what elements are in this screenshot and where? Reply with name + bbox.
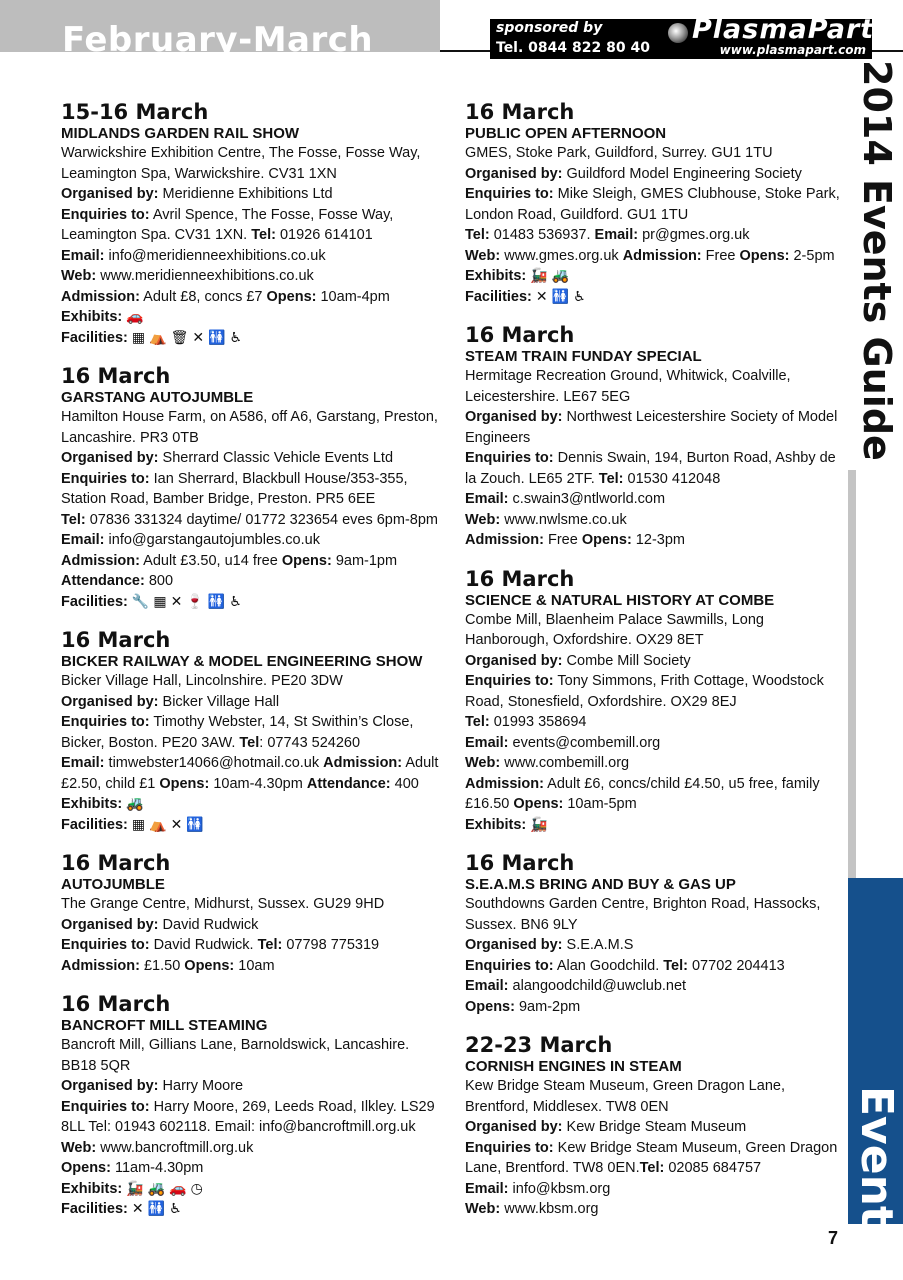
event-name: GARSTANG AUTOJUMBLE bbox=[61, 389, 254, 406]
facilities-label: Facilities: bbox=[61, 329, 128, 346]
exhibits-row bbox=[61, 794, 441, 815]
detail-label: Admission: bbox=[465, 532, 544, 548]
event-details bbox=[61, 1035, 441, 1220]
detail-value: 12-3pm bbox=[631, 532, 685, 548]
detail-value: S.E.A.M.S bbox=[562, 937, 634, 953]
clock-icon: ◷ bbox=[190, 1180, 203, 1197]
detail-label: Email: bbox=[465, 978, 509, 994]
detail-value: 02085 684757 bbox=[664, 1160, 762, 1176]
picnic-icon: ▦ bbox=[131, 329, 146, 346]
detail-label: Web: bbox=[465, 755, 501, 771]
tractor-icon: 🚜 bbox=[147, 1180, 166, 1197]
event-detail-line bbox=[61, 1035, 441, 1076]
detail-label: Email: bbox=[61, 247, 105, 264]
detail-value: 800 bbox=[144, 573, 174, 589]
detail-value: www.meridienneexhibitions.co.uk bbox=[96, 268, 314, 284]
event-detail-line bbox=[465, 448, 845, 489]
event-detail-line bbox=[465, 733, 845, 754]
facilities-row bbox=[61, 592, 441, 613]
detail-value: 07798 775319 bbox=[282, 937, 380, 953]
event-detail-line bbox=[61, 692, 441, 713]
detail-label: Tel: bbox=[639, 1160, 665, 1176]
detail-value: events@combemill.org bbox=[508, 734, 661, 751]
detail-value: Meridienne Exhibitions Ltd bbox=[158, 186, 333, 202]
event-listing bbox=[465, 100, 845, 307]
side-section-tab bbox=[848, 878, 903, 1254]
detail-value: Harry Moore, 269, Leeds Road, Ilkley. LS29 8LL Tel: 01943 602118. Email: info@bancroftmill.org.uk bbox=[61, 1098, 435, 1135]
disabled-icon: ♿ bbox=[229, 329, 243, 346]
detail-label: Web: bbox=[465, 1201, 501, 1217]
event-detail-line bbox=[465, 164, 845, 185]
detail-label: Web: bbox=[61, 1139, 97, 1156]
event-date: 16 March bbox=[465, 100, 575, 124]
event-listing bbox=[465, 1033, 845, 1220]
detail-value: Free bbox=[701, 247, 740, 264]
camping-icon: ⛺ bbox=[149, 816, 167, 833]
detail-value: Ian Sherrard, Blackbull House/353-355, Station Road, Bamber Bridge, Preston. PR5 6EE bbox=[61, 470, 408, 507]
event-detail-line bbox=[465, 366, 845, 407]
detail-value: pr@gmes.org.uk bbox=[638, 227, 750, 243]
event-detail-line bbox=[465, 651, 845, 672]
event-detail-line bbox=[61, 448, 441, 469]
event-detail-line bbox=[61, 469, 441, 510]
event-detail-line bbox=[61, 551, 441, 572]
detail-value: Tony Simmons, Frith Cottage, Woodstock Road, Stonesfield, Oxfordshire. OX29 8EJ bbox=[465, 673, 824, 710]
camping-icon: ⛺ bbox=[149, 329, 167, 346]
event-date: 16 March bbox=[61, 851, 171, 875]
detail-label: Attendance: bbox=[61, 573, 145, 589]
detail-value: 01530 412048 bbox=[623, 470, 721, 487]
event-date: 15-16 March bbox=[61, 100, 209, 124]
detail-value: Harry Moore bbox=[158, 1078, 244, 1094]
event-detail-line bbox=[61, 956, 441, 977]
detail-label: Organised by: bbox=[465, 1119, 563, 1135]
disabled-icon: ♿ bbox=[229, 593, 242, 610]
detail-value: Guildford Model Engineering Society bbox=[562, 165, 802, 182]
event-detail-line bbox=[465, 976, 845, 997]
tractor-icon: 🚜 bbox=[551, 268, 570, 284]
event-detail-line bbox=[61, 184, 441, 205]
event-detail-line bbox=[61, 915, 441, 936]
event-detail-line bbox=[61, 571, 441, 592]
event-detail-line bbox=[465, 753, 845, 774]
event-detail-line bbox=[61, 510, 441, 531]
detail-value: Bicker Village Hall bbox=[158, 693, 280, 710]
event-detail-line bbox=[465, 1076, 845, 1117]
picnic-icon: ▦ bbox=[131, 816, 146, 833]
event-name: STEAM TRAIN FUNDAY SPECIAL bbox=[465, 348, 702, 365]
exhibits-label: Exhibits: bbox=[465, 816, 527, 833]
detail-value: Dennis Swain, 194, Burton Road, Ashby de la Zouch. LE65 2TF. bbox=[465, 450, 836, 487]
detail-label: Organised by: bbox=[465, 165, 563, 182]
detail-value: Adult £3.50, u14 free bbox=[139, 552, 282, 569]
detail-value: Bancroft Mill, Gillians Lane, Barnoldswick, Lancashire. BB18 5QR bbox=[61, 1037, 410, 1074]
event-detail-line bbox=[61, 1097, 441, 1138]
plasma-logo-icon bbox=[668, 23, 688, 43]
detail-value: Timothy Webster, 14, St Swithin’s Close, Bicker, Boston. PE20 3AW. bbox=[61, 714, 414, 751]
event-detail-line bbox=[61, 287, 441, 308]
event-details bbox=[465, 894, 845, 1017]
toilets-icon: 🚻 bbox=[207, 593, 226, 610]
detail-label: Organised by: bbox=[465, 409, 563, 425]
event-details bbox=[61, 894, 441, 976]
detail-label: Enquiries to: bbox=[465, 1139, 554, 1156]
sponsor-logo: PlasmaPart bbox=[692, 14, 875, 45]
event-date: 16 March bbox=[61, 364, 171, 388]
detail-label: Opens: bbox=[159, 775, 210, 792]
detail-value: Hamilton House Farm, on A586, off A6, Garstang, Preston, Lancashire. PR3 0TB bbox=[61, 409, 438, 446]
left-column bbox=[61, 100, 441, 1236]
event-detail-line bbox=[61, 1138, 441, 1159]
detail-value: Adult £2.50, child £1 bbox=[61, 755, 439, 792]
event-listing bbox=[465, 323, 845, 551]
event-listing bbox=[465, 567, 845, 836]
detail-label: Email: bbox=[61, 532, 105, 548]
event-detail-line bbox=[61, 530, 441, 551]
detail-value: Mike Sleigh, GMES Clubhouse, Stoke Park, London Road, Guildford. GU1 1TU bbox=[465, 186, 840, 223]
event-listing bbox=[61, 100, 441, 348]
detail-value: c.swain3@ntlworld.com bbox=[508, 491, 666, 507]
event-detail-line bbox=[61, 205, 441, 246]
page-number: 7 bbox=[828, 1228, 839, 1248]
event-detail-line bbox=[465, 510, 845, 531]
car-icon: 🚗 bbox=[126, 309, 144, 325]
event-detail-line bbox=[465, 225, 845, 246]
event-detail-line bbox=[465, 1138, 845, 1179]
event-detail-line bbox=[465, 530, 845, 551]
event-name: BANCROFT MILL STEAMING bbox=[61, 1017, 268, 1034]
detail-value: Adult £8, concs £7 bbox=[139, 288, 267, 305]
event-listing bbox=[61, 364, 441, 612]
event-name: S.E.A.M.S BRING AND BUY & GAS UP bbox=[465, 876, 736, 893]
detail-value: 01993 358694 bbox=[489, 714, 587, 730]
sponsor-banner[interactable] bbox=[490, 14, 875, 59]
detail-value: 10am-4.30pm bbox=[209, 775, 307, 792]
side-guide-title: 2014 Events Guide bbox=[855, 60, 899, 461]
detail-value: 11am-4.30pm bbox=[110, 1160, 204, 1176]
event-detail-line bbox=[465, 1199, 845, 1220]
event-detail-line bbox=[465, 1179, 845, 1200]
facilities-label: Facilities: bbox=[465, 288, 532, 305]
detail-value: 01926 614101 bbox=[275, 227, 373, 243]
facilities-row bbox=[61, 1199, 441, 1220]
event-detail-line bbox=[465, 671, 845, 712]
detail-label: Opens: bbox=[513, 796, 564, 812]
detail-label: Email: bbox=[61, 755, 105, 771]
detail-value: 9am-2pm bbox=[514, 998, 581, 1015]
detail-value: Bicker Village Hall, Lincolnshire. PE20 3DW bbox=[61, 673, 343, 689]
detail-label: Opens: bbox=[266, 288, 317, 305]
event-details bbox=[61, 407, 441, 612]
detail-label: Organised by: bbox=[61, 450, 159, 466]
event-details bbox=[465, 1076, 845, 1220]
car-icon: 🚗 bbox=[169, 1180, 187, 1197]
event-details bbox=[61, 143, 441, 348]
event-detail-line bbox=[465, 407, 845, 448]
loco-icon: 🚂 bbox=[530, 268, 548, 284]
cafe-icon: ✕ bbox=[535, 288, 548, 305]
event-detail-line bbox=[465, 610, 845, 651]
detail-value: Sherrard Classic Vehicle Events Ltd bbox=[158, 450, 394, 466]
detail-label: Organised by: bbox=[61, 916, 159, 933]
detail-value: 10am-5pm bbox=[563, 796, 637, 812]
exhibits-label: Exhibits: bbox=[465, 268, 527, 284]
event-detail-line bbox=[61, 671, 441, 692]
facilities-row bbox=[61, 328, 441, 349]
detail-label: Admission: bbox=[622, 247, 702, 264]
picnic-icon: ▦ bbox=[153, 593, 167, 610]
detail-label: Tel bbox=[239, 734, 260, 751]
event-name: AUTOJUMBLE bbox=[61, 876, 165, 893]
detail-label: Enquiries to: bbox=[61, 470, 150, 487]
detail-value: www.bancroftmill.org.uk bbox=[96, 1139, 254, 1156]
detail-label: Admission: bbox=[61, 288, 140, 305]
detail-value: 2-5pm bbox=[789, 247, 835, 264]
detail-label: Admission: bbox=[323, 755, 403, 771]
event-name: PUBLIC OPEN AFTERNOON bbox=[465, 125, 667, 142]
detail-value: www.kbsm.org bbox=[500, 1201, 599, 1217]
detail-value: 10am bbox=[234, 957, 275, 974]
detail-label: Organised by: bbox=[61, 1078, 159, 1094]
detail-value: Avril Spence, The Fosse, Fosse Way, Leamington Spa. CV31 1XN. bbox=[61, 206, 394, 243]
detail-label: Enquiries to: bbox=[465, 673, 554, 689]
detail-value: Hermitage Recreation Ground, Whitwick, Coalville, Leicestershire. LE67 5EG bbox=[465, 368, 791, 405]
event-listing bbox=[61, 628, 441, 835]
detail-label: Enquiries to: bbox=[61, 1098, 150, 1115]
exhibits-row bbox=[465, 266, 845, 287]
exhibits-row bbox=[61, 307, 441, 328]
detail-label: Opens: bbox=[581, 532, 632, 548]
detail-value: £1.50 bbox=[139, 957, 185, 974]
disabled-icon: ♿ bbox=[573, 288, 586, 305]
event-listing bbox=[61, 851, 441, 976]
bin-icon: 🗑 bbox=[170, 329, 189, 346]
detail-value: Free bbox=[543, 532, 582, 548]
detail-value: www.combemill.org bbox=[500, 755, 630, 771]
detail-value: 01483 536937. bbox=[489, 227, 595, 243]
detail-label: Email: bbox=[465, 734, 509, 751]
detail-label: Web: bbox=[61, 268, 97, 284]
event-detail-line bbox=[61, 935, 441, 956]
facilities-label: Facilities: bbox=[61, 593, 128, 610]
event-detail-line bbox=[465, 184, 845, 225]
event-name: BICKER RAILWAY & MODEL ENGINEERING SHOW bbox=[61, 653, 423, 670]
detail-value: 07702 204413 bbox=[687, 957, 785, 974]
exhibits-label: Exhibits: bbox=[61, 796, 123, 812]
detail-label: Tel: bbox=[465, 714, 490, 730]
detail-label: Enquiries to: bbox=[465, 450, 554, 466]
exhibits-label: Exhibits: bbox=[61, 309, 123, 325]
detail-label: Tel: bbox=[598, 470, 624, 487]
detail-label: Web: bbox=[465, 247, 501, 264]
event-detail-line bbox=[61, 753, 441, 794]
exhibits-label: Exhibits: bbox=[61, 1180, 123, 1197]
detail-value: The Grange Centre, Midhurst, Sussex. GU29 9HD bbox=[61, 896, 385, 912]
detail-value: 9am-1pm bbox=[331, 552, 398, 569]
facilities-label: Facilities: bbox=[61, 816, 128, 833]
loco-icon: 🚂 bbox=[126, 1180, 144, 1197]
side-section-title: Events bbox=[850, 1086, 902, 1254]
event-detail-line bbox=[465, 489, 845, 510]
detail-label: Enquiries to: bbox=[61, 937, 150, 953]
detail-value: Kew Bridge Steam Museum, Green Dragon Lane, Brentford. TW8 0EN. bbox=[465, 1139, 838, 1176]
detail-label: Enquiries to: bbox=[61, 206, 150, 223]
exhibits-row bbox=[465, 815, 845, 836]
toilets-icon: 🚻 bbox=[208, 329, 226, 346]
side-grey-bar bbox=[848, 470, 856, 878]
event-detail-line bbox=[61, 894, 441, 915]
detail-value: Adult £6, concs/child £4.50, u5 free, family £16.50 bbox=[465, 775, 820, 812]
detail-value: 10am-4pm bbox=[316, 288, 390, 305]
event-date: 16 March bbox=[61, 992, 171, 1016]
detail-value: 07836 331324 daytime/ 01772 323654 eves 6pm-8pm bbox=[85, 511, 438, 528]
bar-icon: 🍷 bbox=[186, 593, 204, 610]
detail-value: David Rudwick bbox=[158, 916, 259, 933]
detail-label: Enquiries to: bbox=[465, 957, 554, 974]
detail-label: Email: bbox=[465, 491, 509, 507]
cafe-icon: ✕ bbox=[170, 593, 183, 610]
detail-label: Admission: bbox=[61, 552, 140, 569]
event-details bbox=[61, 671, 441, 835]
event-name: MIDLANDS GARDEN RAIL SHOW bbox=[61, 125, 300, 142]
cafe-icon: ✕ bbox=[170, 816, 183, 833]
event-date: 16 March bbox=[61, 628, 171, 652]
facilities-label: Facilities: bbox=[61, 1201, 128, 1217]
facilities-row bbox=[465, 287, 845, 308]
event-name: SCIENCE & NATURAL HISTORY AT COMBE bbox=[465, 591, 775, 609]
detail-value: Kew Bridge Steam Museum, Green Dragon Lane, Brentford, Middlesex. TW8 0EN bbox=[465, 1078, 785, 1115]
event-detail-line bbox=[61, 266, 441, 287]
detail-label: Admission: bbox=[465, 775, 544, 792]
event-details bbox=[465, 143, 845, 307]
event-detail-line bbox=[465, 712, 845, 733]
detail-label: Enquiries to: bbox=[465, 186, 554, 202]
detail-label: Organised by: bbox=[61, 693, 159, 710]
detail-value: GMES, Stoke Park, Guildford, Surrey. GU1 1TU bbox=[465, 145, 773, 161]
loco-icon: 🚂 bbox=[530, 816, 548, 833]
event-detail-line bbox=[465, 997, 845, 1018]
event-detail-line bbox=[465, 894, 845, 935]
detail-label: Email: bbox=[465, 1180, 509, 1197]
event-detail-line bbox=[61, 143, 441, 184]
detail-label: Opens: bbox=[184, 957, 235, 974]
detail-value: Combe Mill, Blaenheim Palace Sawmills, Long Hanborough, Oxfordshire. OX29 8ET bbox=[465, 611, 764, 648]
detail-label: Tel: bbox=[257, 937, 283, 953]
detail-label: Attendance: bbox=[306, 775, 391, 792]
toilets-icon: 🚻 bbox=[147, 1201, 166, 1217]
detail-value: info@garstangautojumbles.co.uk bbox=[104, 532, 320, 548]
detail-value: Northwest Leicestershire Society of Model Engineers bbox=[465, 409, 838, 446]
cafe-icon: ✕ bbox=[131, 1201, 144, 1217]
detail-label: Opens: bbox=[465, 998, 515, 1015]
disabled-icon: ♿ bbox=[169, 1201, 182, 1217]
detail-value: Combe Mill Society bbox=[562, 652, 691, 669]
cafe-icon: ✕ bbox=[192, 329, 205, 346]
detail-label: Tel: bbox=[663, 957, 688, 974]
detail-value: Warwickshire Exhibition Centre, The Fosse, Fosse Way, Leamington Spa, Warwickshire. CV31 1XN bbox=[61, 145, 421, 182]
tractor-icon: 🚜 bbox=[126, 796, 144, 812]
detail-label: Tel: bbox=[61, 511, 86, 528]
event-detail-line bbox=[465, 935, 845, 956]
sponsor-url[interactable]: www.plasmapart.com bbox=[719, 43, 866, 57]
event-detail-line bbox=[465, 956, 845, 977]
tools-icon: 🔧 bbox=[131, 593, 150, 610]
event-detail-line bbox=[61, 1076, 441, 1097]
event-listing bbox=[61, 992, 441, 1220]
event-detail-line bbox=[465, 143, 845, 164]
detail-value: www.nwlsme.co.uk bbox=[500, 511, 627, 528]
detail-label: Opens: bbox=[281, 552, 332, 569]
detail-label: Opens: bbox=[61, 1160, 111, 1176]
event-detail-line bbox=[61, 1158, 441, 1179]
event-detail-line bbox=[465, 1117, 845, 1138]
detail-value: Kew Bridge Steam Museum bbox=[562, 1119, 747, 1135]
right-column bbox=[465, 100, 845, 1236]
detail-label: Admission: bbox=[61, 957, 140, 974]
event-date: 16 March bbox=[465, 851, 575, 875]
detail-label: Tel: bbox=[251, 227, 276, 243]
sponsor-label: sponsored by bbox=[496, 20, 603, 36]
toilets-icon: 🚻 bbox=[551, 288, 570, 305]
detail-value: Southdowns Garden Centre, Brighton Road, Hassocks, Sussex. BN6 9LY bbox=[465, 896, 821, 933]
detail-label: Enquiries to: bbox=[61, 714, 150, 730]
event-date: 16 March bbox=[465, 566, 575, 591]
event-detail-line bbox=[61, 712, 441, 753]
event-date: 22-23 March bbox=[465, 1033, 613, 1057]
event-detail-line bbox=[465, 246, 845, 267]
event-name: CORNISH ENGINES IN STEAM bbox=[465, 1058, 682, 1075]
detail-label: Tel: bbox=[465, 227, 490, 243]
detail-value: info@meridienneexhibitions.co.uk bbox=[104, 247, 326, 264]
event-detail-line bbox=[61, 246, 441, 267]
page-title: February-March bbox=[62, 20, 374, 60]
detail-value: www.gmes.org.uk bbox=[500, 247, 623, 264]
detail-label: Opens: bbox=[739, 247, 790, 264]
detail-label: Email: bbox=[594, 227, 639, 243]
detail-value: Alan Goodchild. bbox=[553, 957, 664, 974]
sponsor-tel: Tel. 0844 822 80 40 bbox=[496, 40, 650, 56]
detail-value: timwebster14066@hotmail.co.uk bbox=[104, 755, 324, 771]
detail-label: Organised by: bbox=[465, 937, 563, 953]
detail-value: alangoodchild@uwclub.net bbox=[508, 978, 687, 994]
event-detail-line bbox=[61, 407, 441, 448]
event-detail-line bbox=[465, 774, 845, 815]
detail-label: Organised by: bbox=[61, 186, 159, 202]
event-listing bbox=[465, 851, 845, 1017]
event-details bbox=[465, 366, 845, 551]
detail-value: 400 bbox=[390, 775, 419, 792]
event-details bbox=[465, 610, 845, 836]
detail-value: : 07743 524260 bbox=[259, 734, 361, 751]
detail-value: info@kbsm.org bbox=[508, 1180, 611, 1197]
detail-value: David Rudwick. bbox=[149, 937, 258, 953]
event-date: 16 March bbox=[465, 323, 575, 347]
detail-label: Organised by: bbox=[465, 652, 563, 669]
facilities-row bbox=[61, 815, 441, 836]
detail-label: Web: bbox=[465, 511, 501, 528]
exhibits-row bbox=[61, 1179, 441, 1200]
toilets-icon: 🚻 bbox=[186, 816, 204, 833]
